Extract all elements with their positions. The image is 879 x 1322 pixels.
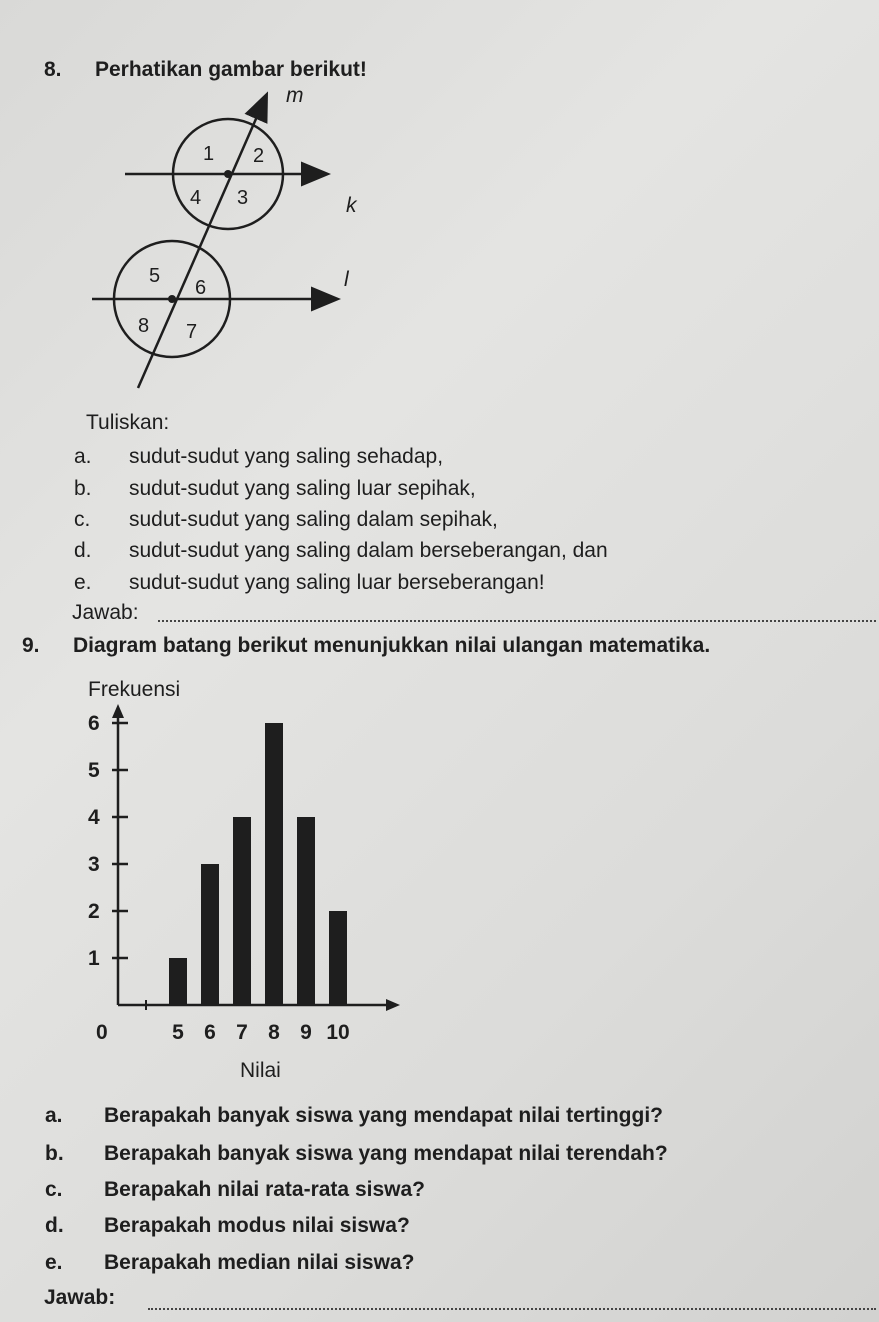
item-letter: e. [45, 1251, 63, 1274]
item-text: sudut-sudut yang saling luar berseberangan! [129, 571, 545, 594]
y-tick-label: 1 [88, 947, 100, 970]
chart-xlabel: Nilai [240, 1059, 281, 1082]
x-axis-arrow [386, 999, 400, 1011]
bar [169, 958, 187, 1005]
bar [233, 817, 251, 1005]
label-m: m [286, 84, 304, 107]
x-tick-label: 8 [268, 1021, 280, 1044]
item-text: Berapakah nilai rata-rata siswa? [104, 1178, 425, 1201]
y-tick-label: 3 [88, 853, 100, 876]
bar [201, 864, 219, 1005]
question-8-answer-line[interactable] [158, 620, 876, 622]
question-9-answer-label: Jawab: [44, 1286, 116, 1309]
upper-intersection [224, 170, 232, 178]
angle-6: 6 [195, 277, 207, 299]
angle-8: 8 [138, 315, 150, 337]
item-text: sudut-sudut yang saling dalam berseberangan, dan [129, 539, 608, 562]
question-8-answer-label: Jawab: [72, 601, 139, 624]
item-letter: c. [74, 508, 91, 531]
x-tick-label: 7 [236, 1021, 248, 1044]
item-text: Berapakah banyak siswa yang mendapat nilai terendah? [104, 1142, 668, 1165]
question-8-number: 8. [44, 58, 62, 81]
angle-3: 3 [237, 187, 249, 209]
x-origin-label: 0 [96, 1021, 108, 1044]
item-letter: b. [74, 477, 92, 500]
item-letter: a. [74, 445, 92, 468]
angle-4: 4 [190, 187, 202, 209]
label-l: l [344, 268, 349, 291]
y-tick-label: 2 [88, 900, 100, 923]
angle-1: 1 [203, 143, 215, 165]
item-letter: e. [74, 571, 92, 594]
y-tick-label: 6 [88, 712, 100, 735]
item-letter: d. [74, 539, 92, 562]
item-text: sudut-sudut yang saling dalam sepihak, [129, 508, 498, 531]
x-tick-label: 5 [172, 1021, 184, 1044]
angle-2: 2 [253, 145, 265, 167]
lower-intersection [168, 295, 176, 303]
item-letter: c. [45, 1178, 63, 1201]
transversal-figure [80, 80, 420, 400]
chart-ylabel: Frekuensi [88, 678, 181, 701]
question-8-prompt: Perhatikan gambar berikut! [95, 58, 367, 81]
question-9-number: 9. [22, 634, 40, 657]
item-text: Berapakah median nilai siswa? [104, 1251, 415, 1274]
item-letter: a. [45, 1104, 63, 1127]
x-tick-label: 10 [326, 1021, 350, 1044]
item-text: sudut-sudut yang saling sehadap, [129, 445, 444, 468]
item-text: Berapakah modus nilai siswa? [104, 1214, 410, 1237]
question-8-instruction: Tuliskan: [86, 411, 170, 434]
bar [297, 817, 315, 1005]
bar [329, 911, 347, 1005]
y-axis-arrow [112, 704, 124, 718]
item-letter: b. [45, 1142, 64, 1165]
x-tick-label: 9 [300, 1021, 312, 1044]
label-k: k [346, 194, 357, 217]
angle-7: 7 [186, 321, 198, 343]
item-letter: d. [45, 1214, 64, 1237]
y-tick-label: 4 [88, 806, 100, 829]
bar [265, 723, 283, 1005]
bar-chart [60, 700, 420, 1100]
item-text: sudut-sudut yang saling luar sepihak, [129, 477, 476, 500]
angle-5: 5 [149, 265, 161, 287]
x-tick-label: 6 [204, 1021, 216, 1044]
question-9-answer-line[interactable] [148, 1308, 876, 1310]
item-text: Berapakah banyak siswa yang mendapat nilai tertinggi? [104, 1104, 664, 1127]
y-tick-label: 5 [88, 759, 100, 782]
question-9-prompt: Diagram batang berikut menunjukkan nilai ulangan matematika. [73, 634, 711, 657]
